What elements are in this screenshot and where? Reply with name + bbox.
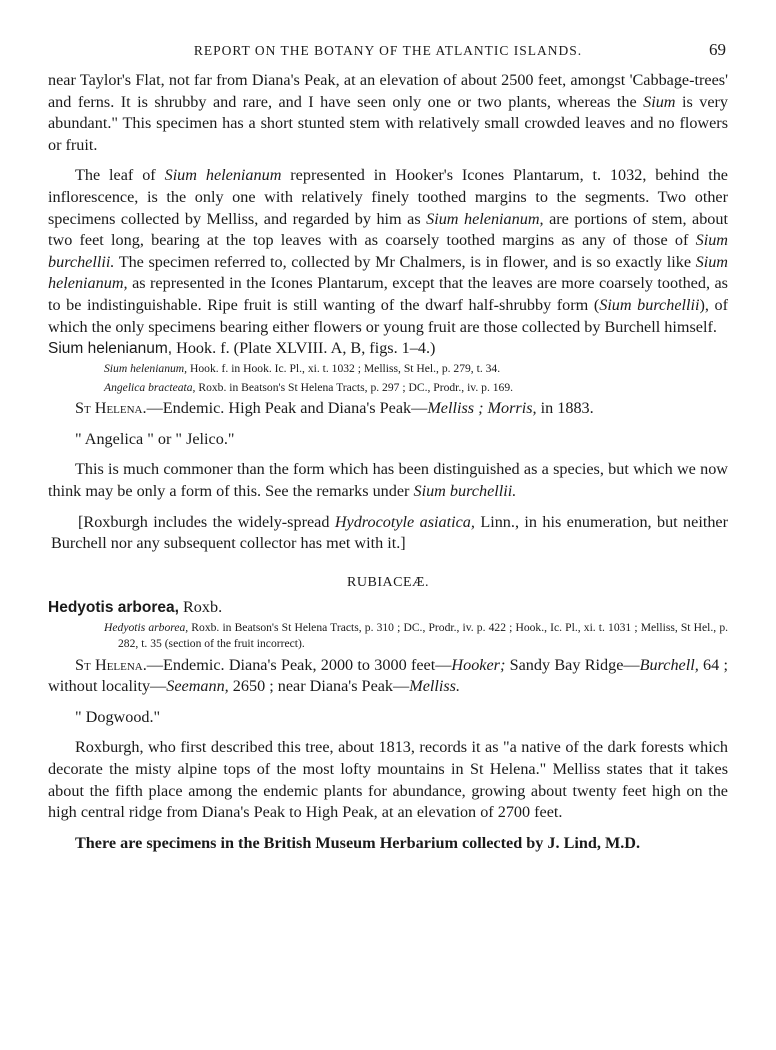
paragraph-roxburgh-description: Roxburgh, who first described this tree, about 1813, records it as "a native of the dark forests which decorate the misty alpine tops of the most lofty mountains in St Helena." Melliss states that it takes about the fifth place among the endemic plants for abundance, growing about twenty feet high on the high central ridge from Diana's Peak to High Peak, at an elevation of 2700 feet. <box>48 738 728 822</box>
page <box>48 40 728 854</box>
vernacular-name: " Angelica " or " Jelico." <box>75 429 235 448</box>
paragraph-specimens: There are specimens in the British Museum Herbarium collected by J. Lind, M.D. <box>75 833 641 852</box>
synonym-line: Sium helenianum, Hook. f. in Hook. Ic. Pl., xi. t. 1032 ; Melliss, St Hel., p. 279, t. 34. <box>104 362 501 376</box>
species-heading-hedyotis-arborea: Hedyotis arborea, Roxb. <box>48 597 223 616</box>
paragraph-commoner-form: This is much commoner than the form which has been distinguished as a species, but which we now think may be only a form of this. See the remarks under Sium burchellii. <box>48 460 728 500</box>
paragraph-continued: near Taylor's Flat, not far from Diana's Peak, at an elevation of about 2500 feet, amongst 'Cabbage-trees' and ferns. It is shrubby and rare, and I have seen only one or two plants, whereas the Sium is very abundant." This specimen has a short stunted stem with relatively small crowded leaves and no flowers or fruit. <box>48 71 728 154</box>
locality-line: St Helena.—Endemic. Diana's Peak, 2000 to 3000 feet—Hooker; Sandy Bay Ridge—Burchell, 64 ; without locality—Seemann, 2650 ; near Diana's Peak—Melliss. <box>48 655 729 696</box>
running-title: REPORT ON THE BOTANY OF THE ATLANTIC ISLANDS. <box>193 43 583 58</box>
locality-line: St Helena.—Endemic. High Peak and Diana's Peak—Melliss ; Morris, in 1883. <box>75 399 594 418</box>
synonym-line: Angelica bracteata, Roxb. in Beatson's St Helena Tracts, p. 297 ; DC., Prodr., iv. p. 169. <box>104 380 514 394</box>
page-header <box>48 40 728 70</box>
paragraph-leaf-discussion: The leaf of Sium helenianum represented in Hooker's Icones Plantarum, t. 1032, behind the inflorescence, is the only one with relatively finely toothed margins to the segments. Two other specimens collected by Melliss, and regarded by him as Sium helenianum, are portions of stem, about two feet long, bearing at the top leaves with as coarsely toothed margins as any of those of Sium burchellii. The specimen referred to, collected by Mr Chalmers, is in flower, and is so exactly like Sium helenianum, as represented in the Icones Plantarum, except that the leaves are more coarsely toothed, as to be indistinguishable. Ripe fruit is still wanting of the dwarf half-shrubby form (Sium burchellii), of which the only specimens bearing either flowers or young fruit are those collected by Burchell himself. <box>48 166 729 336</box>
synonym-line: Hedyotis arborea, Roxb. in Beatson's St Helena Tracts, p. 310 ; DC., Prodr., iv. p. 422 ; Hook., Ic. Pl., xi. t. 1031 ; Melliss, St Hel., p. 282, t. 35 (section of the fruit incorrect). <box>104 620 729 651</box>
species-heading-sium-helenianum: Sium helenianum, Hook. f. (Plate XLVIII. A, B, figs. 1–4.) <box>48 339 436 358</box>
vernacular-name: " Dogwood." <box>75 707 161 726</box>
family-heading: RUBIACEÆ. <box>347 574 429 590</box>
page-number: 69 <box>709 40 726 59</box>
paragraph-roxburgh-note: [Roxburgh includes the widely-spread Hydrocotyle asiatica, Linn., in his enumeration, but neither Burchell nor any subsequent collector has met with it.] <box>51 512 729 553</box>
